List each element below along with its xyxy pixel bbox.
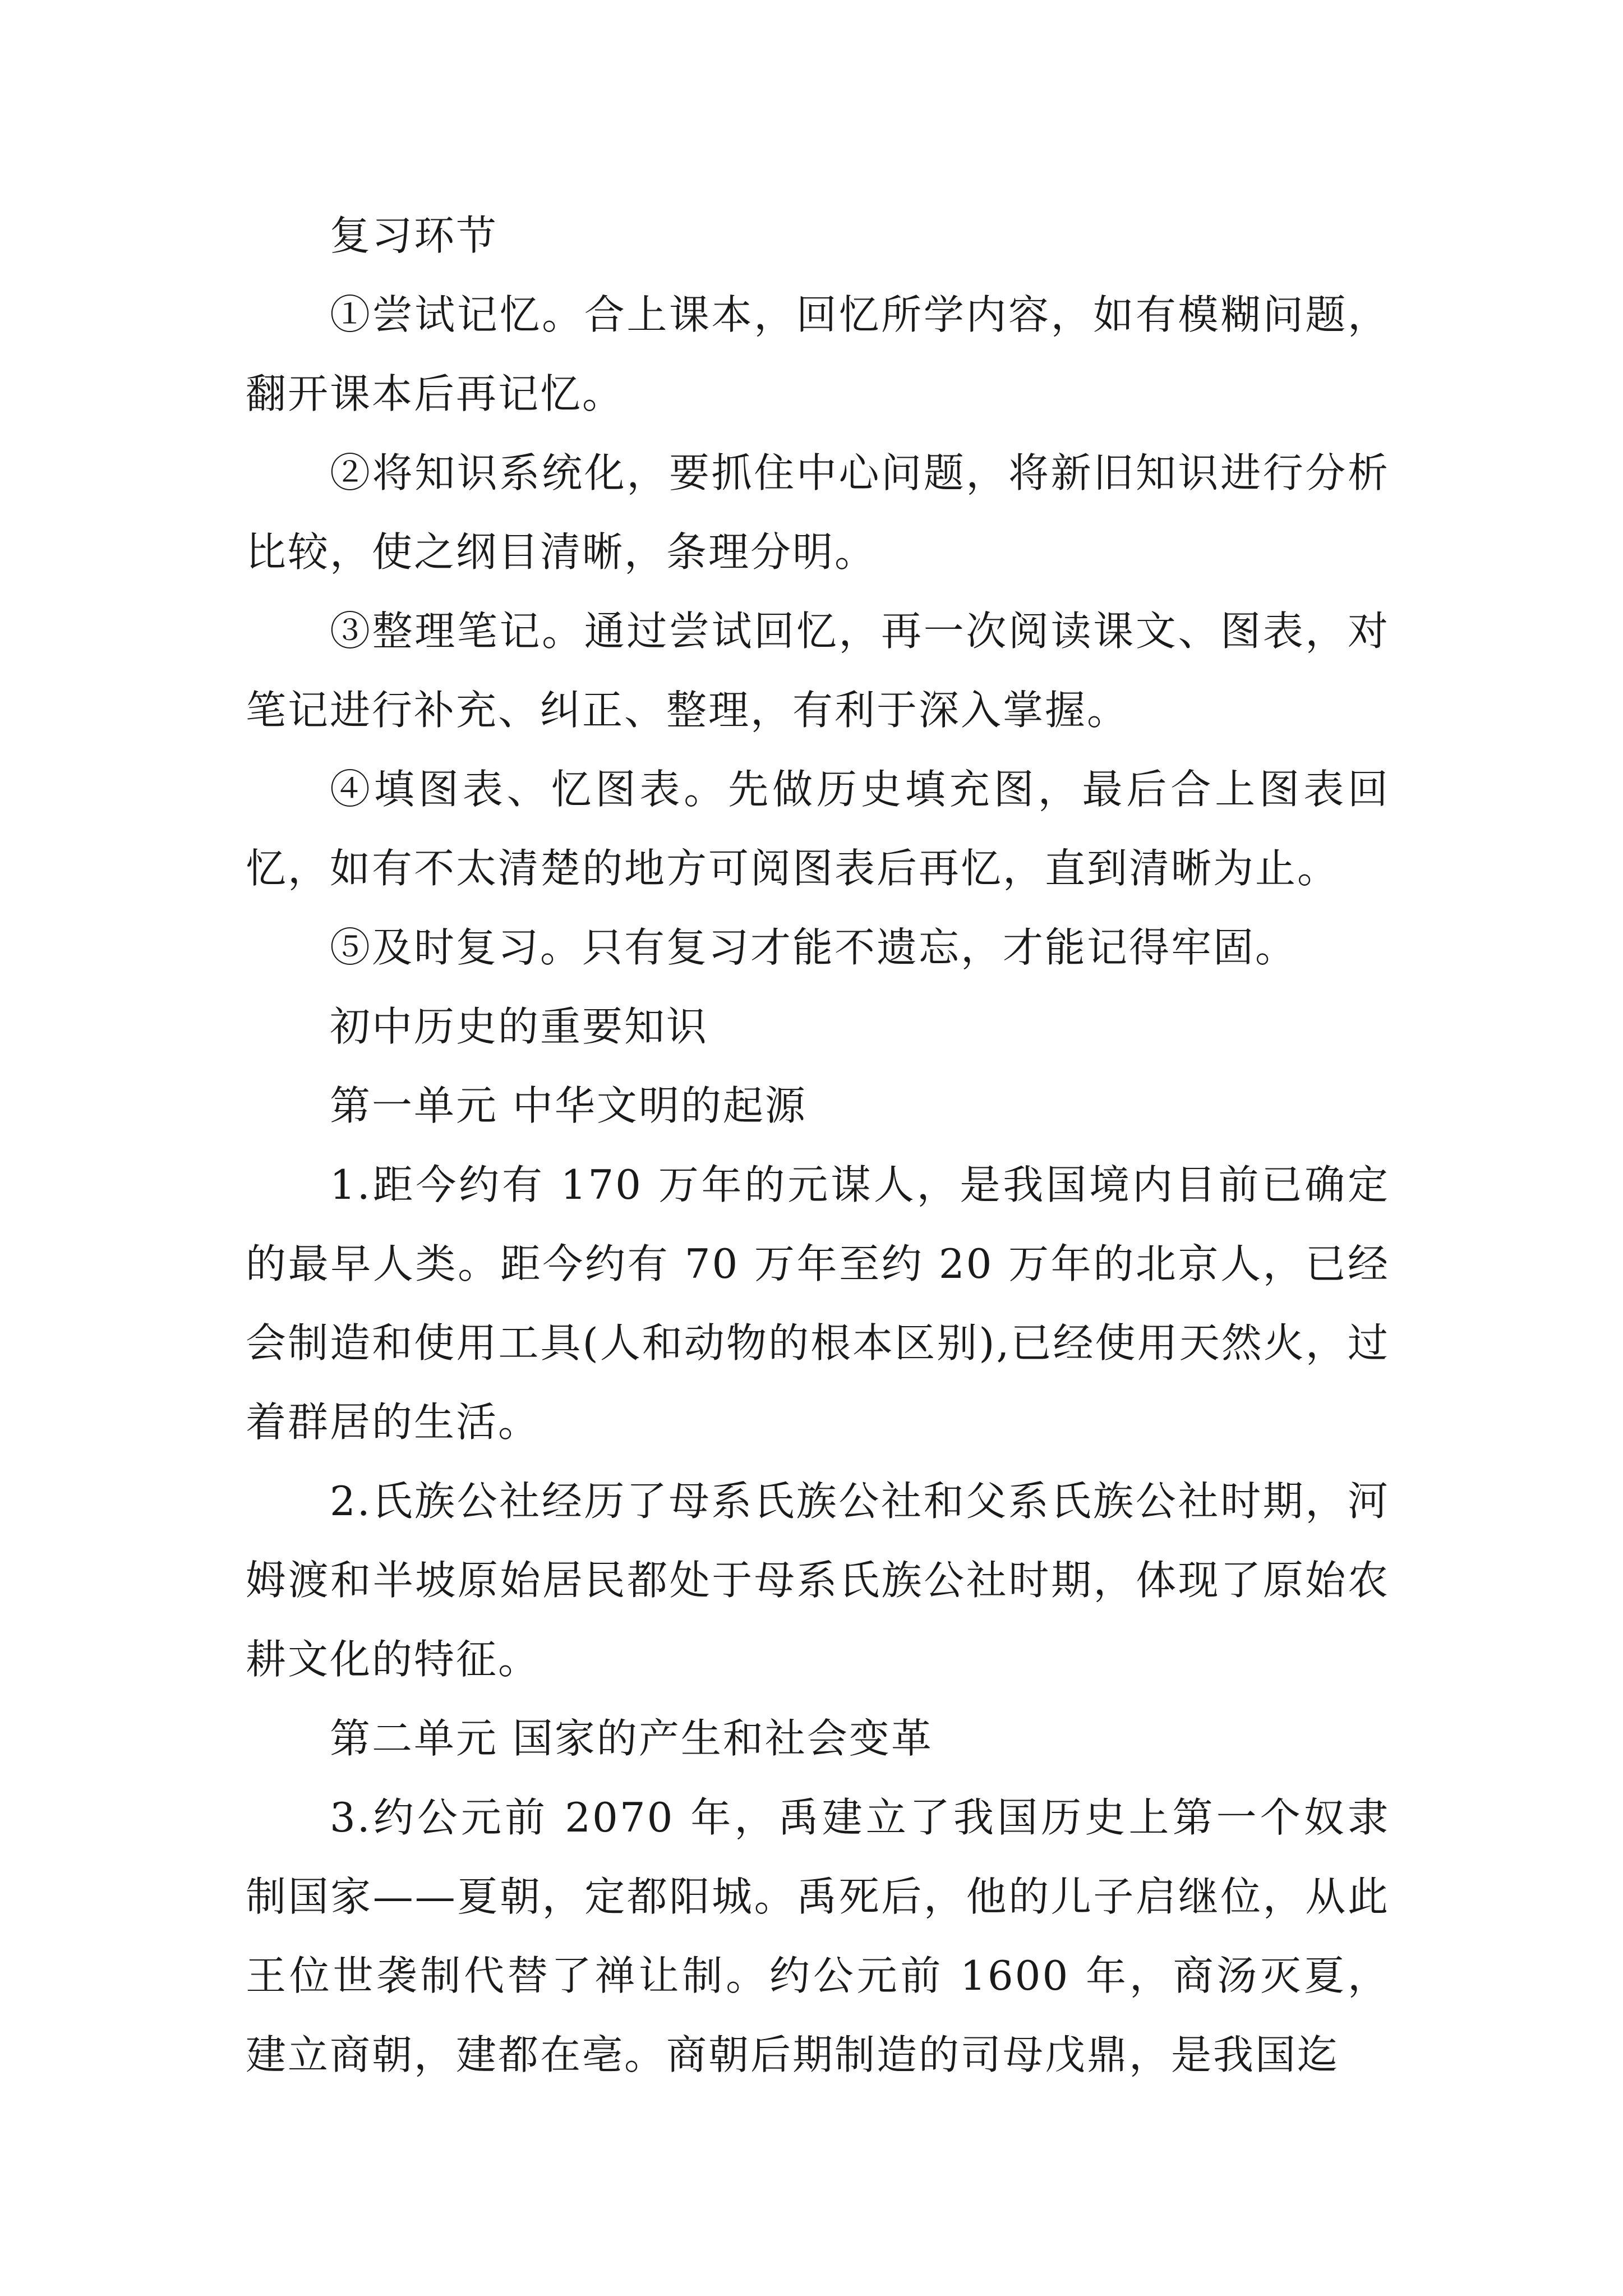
paragraph-review-step-1: ①尝试记忆。合上课本，回忆所学内容，如有模糊问题，翻开课本后再记忆。 xyxy=(246,291,1390,417)
unit-heading-2: 第二单元 国家的产生和社会变革 xyxy=(330,1715,933,1762)
paragraph-review-step-2: ②将知识系统化，要抓住中心问题，将新旧知识进行分析比较，使之纲目清晰，条理分明。 xyxy=(246,449,1390,576)
paragraph-review-step-5: ⑤及时复习。只有复习才能不遗忘，才能记得牢固。 xyxy=(330,924,1298,971)
document-body xyxy=(246,196,1390,2095)
paragraph-item-1: 1.距今约有 170 万年的元谋人，是我国境内目前已确定的最早人类。距今约有 70 万年至约 20 万年的北京人，已经会制造和使用工具(人和动物的根本区别),已经使用天然火，过着群居的生活。 xyxy=(246,1161,1390,1446)
paragraph-item-3: 3.约公元前 2070 年，禹建立了我国历史上第一个奴隶制国家——夏朝，定都阳城。禹死后，他的儿子启继位，从此王位世袭制代替了禅让制。约公元前 1600 年，商汤灭夏，建立商朝，建都在亳。商朝后期制造的司母戊鼎，是我国迄 xyxy=(246,1794,1390,2078)
paragraph-item-2: 2.氏族公社经历了母系氏族公社和父系氏族公社时期，河姆渡和半坡原始居民都处于母系氏族公社时期，体现了原始农耕文化的特征。 xyxy=(246,1478,1390,1683)
unit-heading-1: 第一单元 中华文明的起源 xyxy=(330,1082,807,1129)
paragraph-review-step-3: ③整理笔记。通过尝试回忆，再一次阅读课文、图表，对笔记进行补充、纠正、整理，有利于深入掌握。 xyxy=(246,608,1390,734)
section-heading-key-knowledge: 初中历史的重要知识 xyxy=(330,1003,709,1050)
paragraph-review-step-4: ④填图表、忆图表。先做历史填充图，最后合上图表回忆，如有不太清楚的地方可阅图表后再忆，直到清晰为止。 xyxy=(246,766,1390,892)
section-heading-review: 复习环节 xyxy=(330,212,499,259)
